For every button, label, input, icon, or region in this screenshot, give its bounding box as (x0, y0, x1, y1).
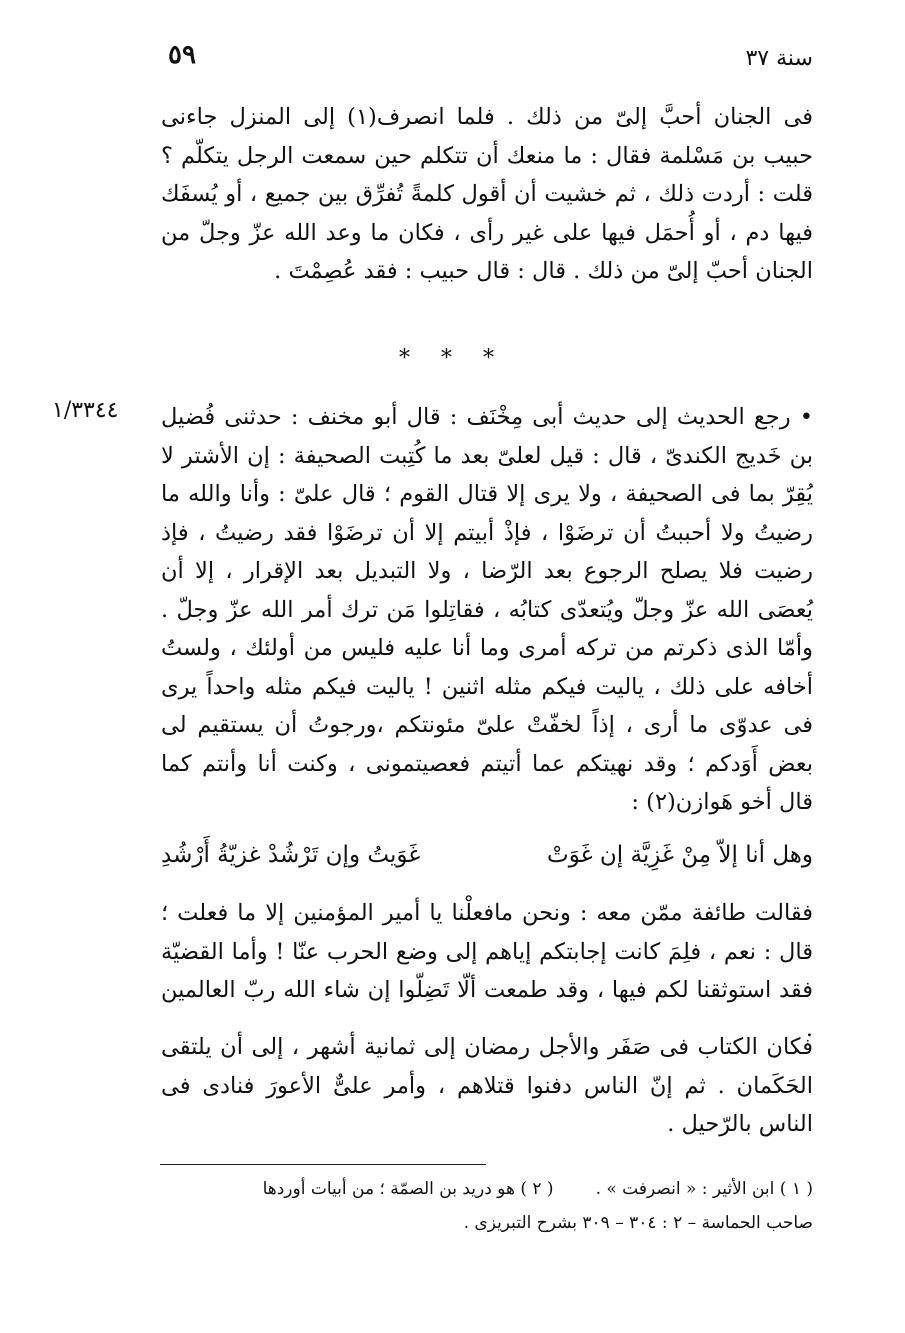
running-header-year: سنة ٣٧ (745, 46, 813, 71)
footnote-line-1 (161, 1172, 813, 1206)
paragraph-2-text: • رجع الحديث إلى حديث أبى مِخْنَف : قال أبو مخنف : حدثنى فُضيل بن خَديج الكندىّ ، قال : قيل لعلىّ بعد ما كُتِبت الصحيفة : إن الأشتر لا يُقِرّ بما فى الصحيفة ، ولا يرى إلا قتال القوم ؛ قال علىّ : وأنا والله ما رضيتُ ولا أحببتُ أن ترضَوْا ، فإذْ أبيتم إلا أن ترضَوْا فقد رضيتُ ، فإذ رضيت فلا يصلح الرجوع بعد الرّضا ، ولا التبديل بعد الإقرار ، إلا أن يُعصَى الله عزّ وجلّ ويُتعدّى كتابُه ، فقاتِلوا مَن ترك أمر الله عزّ وجلّ . وأمّا الذى ذكرتم من تركه أمرى وما أنا عليه فليس من أولئك ، ولستُ أخافه على ذلك ، ياليت فيكم مثله اثنين ! ياليت فيكم مثله واحداً يرى فى عدوّى ما أرى ، إذاً لخفّتْ علىّ مئونتكم ،ورجوتُ أن يستقيم لى بعض أَوَدكم ؛ وقد نهيتكم عما أتيتم فعصيتمونى ، وكنت أنا وأنتم كما قال أخو هَوازن(٢) : (161, 404, 813, 815)
footnote-2-start: ( ٢ ) هو دريد بن الصمّة ؛ من أبيات أوردها (262, 1179, 554, 1199)
verse-first-hemistich: وهل أنا إلاّ مِنْ غَزِيَّة إن غَوَتْ (547, 842, 813, 868)
paragraph-3 (161, 894, 813, 1048)
footnote-1: ( ١ ) ابن الأثير : « انصرفت » . (595, 1179, 813, 1199)
section-separator: * * * (399, 346, 506, 371)
footnote-line-2: صاحب الحماسة – ٢ : ٣٠٤ – ٣٠٩ بشرح التبريزى . (463, 1213, 813, 1233)
paragraph-2 (161, 398, 813, 822)
verse-second-hemistich: غَوَيتُ وإن تَرْشُدْ غزيّةُ أَرْشُدِ (161, 842, 421, 868)
paragraph-3-text: فقالت طائفة ممّن معه : ونحن مافعلْنا يا أمير المؤمنين إلا ما فعلت ؛ قال : نعم ، فلِمَ كانت إجابتكم إياهم إلى وضع الحرب عنّا ! وأما القضيّة فقد استوثقنا لكم فيها ، وقد طمعت ألّا تَضِلّوا إن شاء الله ربّ العالمين . (161, 900, 813, 1042)
footnotes (161, 1172, 813, 1240)
footnote-divider (160, 1164, 486, 1165)
paragraph-1-text: فى الجنان أحبَّ إلىّ من ذلك . فلما انصرف(١) إلى المنزل جاءنى حبيب بن مَسْلمة فقال : ما منعك أن تتكلم حين سمعت الرجل يتكلّم ؟ قلت : أردت ذلك ، ثم خشيت أن أقول كلمةً تُفرِّق بين جميع ، أو يُسفَك فيها دم ، أو أُحمَل فيها على غير رأى ، فكان ما وعد الله عزّ وجلّ من الجنان أحبّ إلىّ من ذلك . قال : قال حبيب : فقد عُصِمْتَ . (161, 104, 813, 284)
poetry-verse (161, 842, 813, 868)
paragraph-4-text: فكان الكتاب فى صَفَر والأجل رمضان إلى ثمانية أشهر ، إلى أن يلتقى الحَكَمان . ثم إنّ الناس دفنوا قتلاهم ، وأمر علىٌّ الأعورَ فنادى فى الناس بالرّحيل . (161, 1034, 813, 1137)
page-number: ٥٩ (168, 40, 196, 70)
paragraph-1 (161, 98, 813, 291)
paragraph-4 (161, 1028, 813, 1144)
section-reference-number: ١/٣٣٤٤ (52, 398, 119, 423)
